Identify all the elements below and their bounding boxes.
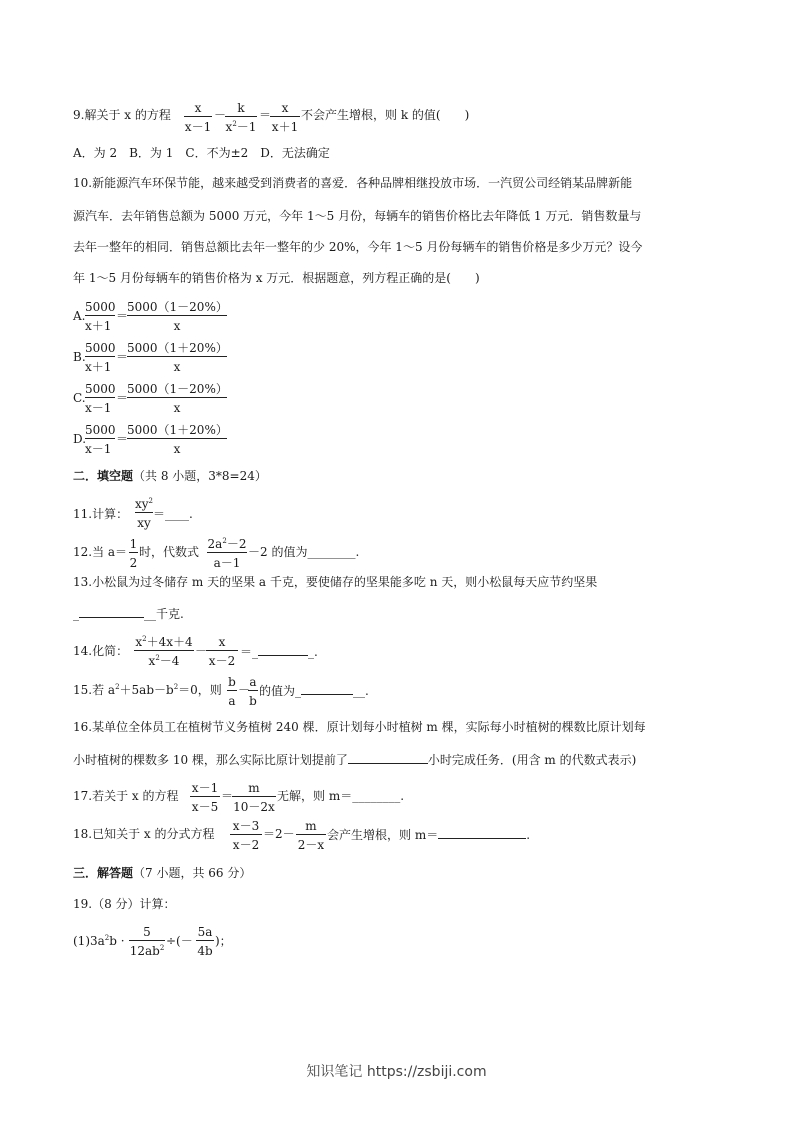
- q13-line-1: 13.小松鼠为过冬储存 m 天的坚果 a 千克，要使储存的坚果能多吃 n 天，则小松鼠每天应节约坚果: [73, 575, 598, 589]
- q17-prefix: 17.若关于 x 的方程: [73, 789, 179, 803]
- q16-answer-blank[interactable]: [348, 753, 428, 764]
- q10-option-label: B.: [73, 350, 86, 364]
- q12-prefix: 12.当 a＝: [73, 545, 128, 559]
- q11-suffix: ＝____.: [153, 507, 193, 521]
- q11-prefix: 11.计算：: [73, 507, 129, 521]
- q14-minus: －: [195, 644, 208, 658]
- section-3-heading: [73, 867, 251, 879]
- q12-suffix: －2 的值为________.: [248, 545, 360, 559]
- section-2-title: 二．填空题: [73, 469, 134, 483]
- q16-line-1: 16.某单位全体员工在植树节义务植树 240 棵．原计划每小时植树 m 棵，实际每小时植树的棵数比原计划每: [73, 720, 646, 734]
- q17-suffix: 无解，则 m＝________.: [277, 789, 405, 803]
- q14-prefix: 14.化简：: [73, 644, 129, 658]
- q14-suffix: ＝_ _.: [240, 645, 318, 659]
- q10-option-equals: ＝: [116, 309, 129, 323]
- q15-minus: －: [238, 683, 251, 697]
- q10-line-1: 10.新能源汽车环保节能，越来越受到消费者的喜爱．各种品牌相继投放市场．一汽贸公司经销某品牌新能: [73, 176, 633, 190]
- q13-answer-blank[interactable]: [79, 607, 144, 618]
- footer-watermark: 知识笔记 https://zsbiji.com: [306, 1064, 487, 1080]
- q14-answer-blank[interactable]: [258, 645, 308, 656]
- q13-line-2: _ __千克.: [73, 607, 184, 621]
- section-2-heading: [73, 470, 267, 482]
- q9-options: A．为 2 B．为 1 C．不为±2 D．无法确定: [73, 146, 330, 160]
- q10-option-label: C.: [73, 391, 86, 405]
- q10-option-equals: ＝: [116, 432, 129, 446]
- q9-minus: －: [214, 108, 227, 122]
- q18-suffix: 会产生增根，则 m＝ .: [327, 828, 531, 842]
- q18-mid: ＝2－: [263, 827, 295, 841]
- q10-option-label: A.: [73, 309, 86, 323]
- q9-prefix: 9.解关于 x 的方程: [73, 108, 171, 122]
- q18-answer-blank[interactable]: [438, 828, 526, 839]
- q9-suffix: 不会产生增根，则 k 的值( ): [301, 108, 470, 122]
- q19-divide: ÷(－: [166, 934, 193, 948]
- q19-end: )；: [215, 934, 232, 948]
- q12-mid: 时，代数式: [139, 545, 200, 559]
- q15-answer-blank[interactable]: [301, 684, 353, 695]
- q10-option-label: D.: [73, 432, 87, 446]
- q10-option-equals: ＝: [116, 391, 129, 405]
- q10-line-4: 年 1～5 月份每辆车的销售价格为 x 万元．根据题意，列方程正确的是( ): [73, 271, 480, 285]
- section-3-note: （7 小题，共 66 分）: [133, 866, 252, 880]
- q17-equals: ＝: [221, 789, 234, 803]
- section-3-title: 三．解答题: [73, 866, 134, 880]
- q10-line-2: 源汽车．去年销售总额为 5000 万元，今年 1～5 月份，每辆车的销售价格比去年降低 1 万元．销售数量与: [73, 209, 642, 223]
- q9-equals: ＝: [259, 108, 272, 122]
- q10-line-3: 去年一整年的相同．销售总额比去年一整年的少 20%，今年 1～5 月份每辆车的销售价格是多少万元？设今: [73, 240, 643, 254]
- q15-suffix: 的值为_ __.: [259, 684, 369, 698]
- q19-title: 19.（8 分）计算：: [73, 897, 176, 911]
- q15-prefix: 15.若 $a^2+5ab-b^2=0$，则: [73, 683, 222, 697]
- q18-prefix: 18.已知关于 x 的分式方程: [73, 827, 215, 841]
- section-2-note: （共 8 小题，3*8=24）: [133, 469, 267, 483]
- q16-line-2: 小时植树的棵数多 10 棵，那么实际比原计划提前了 小时完成任务．(用含 m 的代数式表示): [73, 753, 637, 767]
- q10-option-equals: ＝: [116, 350, 129, 364]
- q19-part1-prefix: $(1)3a^2b$ ·: [73, 934, 125, 948]
